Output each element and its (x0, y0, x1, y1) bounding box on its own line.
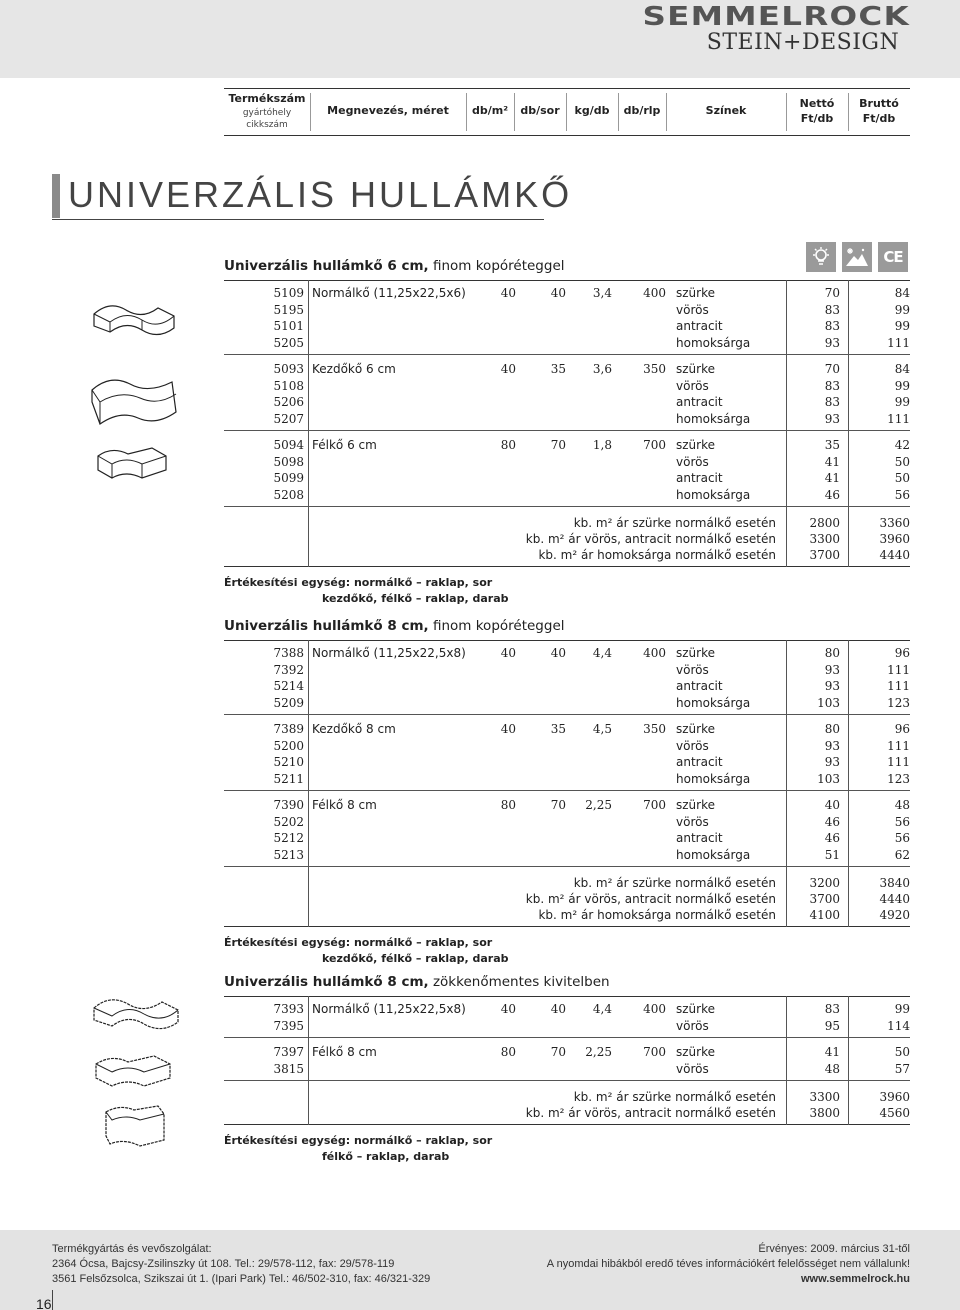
ce-mark-icon (878, 242, 908, 272)
product-code: 5195 (273, 302, 304, 317)
m2-price-label: kb. m² ár szürke normálkő esetén (573, 516, 776, 530)
weight-per-piece: 4,4 (592, 1002, 612, 1016)
section-frame (224, 640, 910, 927)
pieces-per-m2: 40 (500, 362, 516, 376)
net-price: 93 (824, 679, 840, 693)
net-price: 93 (824, 662, 840, 677)
pieces-per-m2: 40 (500, 646, 516, 660)
section-title-bold: Univerzális hullámkő 6 cm, (224, 258, 429, 274)
seamless-starter-stone-drawing (100, 1100, 170, 1152)
pieces-per-m2: 40 (500, 1002, 516, 1016)
header-brutto-unit: Ft/db (862, 111, 896, 125)
product-name: Kezdőkő 6 cm (312, 362, 396, 376)
column-rule (308, 280, 309, 567)
weight-per-piece: 4,5 (592, 722, 612, 736)
m2-price-label: kb. m² ár vörös, antracit normálkő esetén (525, 892, 776, 906)
net-price: 46 (824, 814, 840, 829)
gross-price: 56 (894, 814, 910, 829)
deicing-salt-icon (842, 242, 872, 272)
column-rule (848, 640, 849, 927)
net-price: 35 (824, 438, 840, 452)
selling-unit-line: félkő – raklap, darab (322, 1150, 450, 1163)
m2-net-price: 4100 (809, 908, 840, 922)
weight-per-piece: 3,4 (592, 286, 612, 300)
gross-price: 62 (894, 847, 910, 862)
column-rule (848, 280, 849, 567)
net-price: 51 (824, 847, 840, 862)
column-rule (308, 640, 309, 927)
net-price: 93 (824, 755, 840, 769)
product-code: 5200 (273, 738, 304, 753)
pieces-per-row: 35 (550, 362, 566, 376)
column-rule (848, 996, 849, 1125)
color-name: vörös (676, 738, 709, 753)
color-name: vörös (676, 814, 709, 829)
seamless-half-stone-drawing (90, 1048, 180, 1098)
product-code: 5208 (273, 487, 304, 502)
logo-sub-text: STEIN+DESIGN (706, 30, 900, 55)
color-name: szürke (676, 438, 715, 452)
net-price: 83 (824, 395, 840, 409)
product-code: 5211 (273, 771, 304, 786)
product-code: 7393 (273, 1002, 304, 1016)
product-code: 5206 (273, 395, 304, 409)
header-dbm2-label: db/m² (471, 104, 509, 118)
starter-stone-drawing (86, 368, 182, 438)
color-name: homoksárga (676, 847, 751, 862)
net-price: 48 (824, 1061, 840, 1076)
gross-price: 96 (894, 646, 910, 660)
column-rule (786, 640, 787, 927)
section-title (224, 258, 565, 274)
gross-price: 56 (894, 487, 910, 502)
m2-gross-price: 4440 (879, 892, 910, 906)
section-title-rest: finom kopóréteggel (428, 258, 565, 274)
footer-left-line: 2364 Ócsa, Bajcsy-Zsilinszky út 108. Tel.: 29/578-112, fax: 29/578-119 (52, 1258, 395, 1270)
m2-net-price: 3700 (809, 548, 840, 562)
m2-price-label: kb. m² ár vörös, antracit normálkő esetén (525, 1106, 776, 1120)
footer-right-line: A nyomdai hibákból eredő téves információkért felelősséget nem vállalunk! (546, 1258, 910, 1270)
product-code: 5094 (273, 438, 304, 452)
net-price: 40 (824, 798, 840, 812)
pieces-per-pallet: 700 (643, 1045, 666, 1059)
gross-price: 99 (894, 395, 910, 409)
header-code (224, 89, 310, 134)
m2-gross-price: 4440 (879, 548, 910, 562)
section-title-bold: Univerzális hullámkő 8 cm, (224, 618, 429, 634)
m2-net-price: 2800 (809, 516, 840, 530)
product-code: 5202 (273, 814, 304, 829)
header-dbm2 (466, 89, 514, 134)
page-number: 16 (36, 1296, 52, 1310)
product-code: 5207 (273, 411, 304, 426)
pieces-per-row: 35 (550, 722, 566, 736)
product-name: Kezdőkő 8 cm (312, 722, 396, 736)
net-price: 70 (824, 362, 840, 376)
header-code-sub: gyártóhely cikkszám (242, 107, 292, 130)
color-name: szürke (676, 722, 715, 736)
product-code: 5098 (273, 454, 304, 469)
gross-price: 56 (894, 831, 910, 845)
color-name: homoksárga (676, 411, 751, 426)
gross-price: 123 (887, 695, 910, 710)
m2-price-label: kb. m² ár szürke normálkő esetén (573, 876, 776, 890)
color-name: vörös (676, 454, 709, 469)
top-bar (0, 0, 960, 78)
color-name: szürke (676, 286, 715, 300)
m2-net-price: 3200 (809, 876, 840, 890)
color-name: homoksárga (676, 335, 751, 350)
pieces-per-pallet: 400 (643, 1002, 666, 1016)
header-name (310, 89, 466, 134)
header-netto-unit: Ft/db (800, 111, 834, 125)
gross-price: 84 (894, 362, 910, 376)
gross-price: 99 (894, 1002, 910, 1016)
m2-net-price: 3300 (809, 532, 840, 546)
m2-gross-price: 3360 (879, 516, 910, 530)
header-dbsor (514, 89, 566, 134)
color-name: vörös (676, 302, 709, 317)
column-header (224, 88, 910, 136)
section-title (224, 974, 610, 990)
net-price: 103 (817, 695, 840, 710)
footer-left-line: 3561 Felsőzsolca, Szikszai út 1. (Ipari Park) Tel.: 46/502-310, fax: 46/321-329 (52, 1273, 431, 1285)
m2-gross-price: 3840 (879, 876, 910, 890)
net-price: 46 (824, 487, 840, 502)
header-colors-label: Színek (705, 104, 747, 118)
m2-gross-price: 3960 (879, 532, 910, 546)
weight-per-piece: 1,8 (592, 438, 612, 452)
column-rule (308, 996, 309, 1125)
product-code: 5210 (273, 755, 304, 769)
weight-per-piece: 2,25 (585, 798, 612, 812)
m2-price-label: kb. m² ár homoksárga normálkő esetén (538, 548, 776, 562)
normal-stone-drawing (86, 296, 182, 346)
frost-icon (806, 242, 836, 272)
footer-validity (547, 1242, 910, 1287)
header-name-label: Megnevezés, méret (327, 104, 449, 118)
ce-mark-glyph: CE (883, 248, 903, 266)
product-code: 7395 (273, 1018, 304, 1033)
net-price: 93 (824, 335, 840, 350)
product-name: Félkő 8 cm (312, 798, 377, 812)
selling-unit-line: Értékesítési egység: normálkő – raklap, sor (224, 936, 493, 949)
gross-price: 99 (894, 378, 910, 393)
gross-price: 123 (887, 771, 910, 786)
product-code: 5101 (273, 319, 304, 333)
color-name: homoksárga (676, 487, 751, 502)
net-price: 83 (824, 319, 840, 333)
color-name: antracit (676, 319, 723, 333)
gross-price: 111 (887, 335, 910, 350)
pieces-per-row: 70 (550, 798, 566, 812)
selling-unit-line: kezdőkő, félkő – raklap, darab (322, 592, 509, 605)
product-code: 5205 (273, 335, 304, 350)
weight-per-piece: 3,6 (592, 362, 612, 376)
color-name: homoksárga (676, 771, 751, 786)
product-name: Félkő 8 cm (312, 1045, 377, 1059)
product-code: 7392 (273, 662, 304, 677)
footer-address (52, 1242, 430, 1287)
color-name: antracit (676, 831, 723, 845)
gross-price: 111 (887, 755, 910, 769)
pieces-per-pallet: 400 (643, 286, 666, 300)
seamless-normal-stone-drawing (86, 990, 186, 1040)
product-code: 5093 (273, 362, 304, 376)
color-name: vörös (676, 378, 709, 393)
section-title-rest: finom kopóréteggel (428, 618, 565, 634)
header-dbrlp (618, 89, 666, 134)
net-price: 95 (824, 1018, 840, 1033)
color-name: vörös (676, 1061, 709, 1076)
pieces-per-m2: 80 (500, 1045, 516, 1059)
page-title-block (52, 172, 573, 220)
color-name: szürke (676, 646, 715, 660)
weight-per-piece: 2,25 (585, 1045, 612, 1059)
gross-price: 48 (894, 798, 910, 812)
gross-price: 42 (894, 438, 910, 452)
net-price: 70 (824, 286, 840, 300)
pieces-per-m2: 80 (500, 438, 516, 452)
section-title (224, 618, 565, 634)
pieces-per-row: 40 (550, 646, 566, 660)
gross-price: 84 (894, 286, 910, 300)
product-code: 5109 (273, 286, 304, 300)
product-code: 5214 (273, 679, 304, 693)
footer-right-line: Érvényes: 2009. március 31-től (758, 1243, 910, 1255)
product-code: 3815 (273, 1061, 304, 1076)
color-name: antracit (676, 679, 723, 693)
header-code-label: Termékszám (228, 91, 306, 105)
color-name: antracit (676, 755, 723, 769)
product-code: 7389 (273, 722, 304, 736)
header-brutto (848, 89, 910, 134)
pieces-per-pallet: 700 (643, 438, 666, 452)
m2-gross-price: 4920 (879, 908, 910, 922)
pieces-per-pallet: 400 (643, 646, 666, 660)
net-price: 80 (824, 722, 840, 736)
header-colors (666, 89, 786, 134)
product-code: 7390 (273, 798, 304, 812)
footer-left-line: Termékgyártás és vevőszolgálat: (52, 1243, 212, 1255)
header-dbsor-label: db/sor (520, 104, 560, 118)
product-code: 5213 (273, 847, 304, 862)
net-price: 46 (824, 831, 840, 845)
color-name: szürke (676, 798, 715, 812)
net-price: 80 (824, 646, 840, 660)
gross-price: 50 (894, 471, 910, 485)
m2-gross-price: 3960 (879, 1090, 910, 1104)
gross-price: 57 (894, 1061, 910, 1076)
gross-price: 111 (887, 662, 910, 677)
half-stone-drawing (92, 440, 172, 490)
header-dbrlp-label: db/rlp (623, 104, 661, 118)
product-name: Félkő 6 cm (312, 438, 377, 452)
gross-price: 96 (894, 722, 910, 736)
m2-net-price: 3800 (809, 1106, 840, 1120)
m2-price-label: kb. m² ár szürke normálkő esetén (573, 1090, 776, 1104)
m2-price-label: kb. m² ár vörös, antracit normálkő esetén (525, 532, 776, 546)
page-number-divider (52, 1290, 53, 1310)
section-title-rest: zökkenőmentes kivitelben (428, 974, 610, 990)
color-name: antracit (676, 395, 723, 409)
product-code: 5212 (273, 831, 304, 845)
m2-net-price: 3300 (809, 1090, 840, 1104)
net-price: 93 (824, 411, 840, 426)
product-code: 7397 (273, 1045, 304, 1059)
page-title: UNIVERZÁLIS HULLÁMKŐ (68, 174, 573, 215)
net-price: 83 (824, 302, 840, 317)
footer (0, 1230, 960, 1310)
color-name: szürke (676, 362, 715, 376)
pieces-per-pallet: 350 (643, 362, 666, 376)
gross-price: 111 (887, 679, 910, 693)
product-code: 7388 (273, 646, 304, 660)
semmelrock-logo (642, 2, 910, 55)
selling-unit-line: Értékesítési egység: normálkő – raklap, sor (224, 576, 493, 589)
gross-price: 99 (894, 302, 910, 317)
net-price: 41 (824, 454, 840, 469)
gross-price: 99 (894, 319, 910, 333)
gross-price: 114 (887, 1018, 910, 1033)
net-price: 41 (824, 1045, 840, 1059)
pieces-per-row: 40 (550, 1002, 566, 1016)
color-name: homoksárga (676, 695, 751, 710)
logo-main-text: SEMMELROCK (642, 2, 910, 32)
product-name: Normálkő (11,25x22,5x6) (312, 286, 466, 300)
pieces-per-pallet: 700 (643, 798, 666, 812)
selling-unit-line: Értékesítési egység: normálkő – raklap, sor (224, 1134, 493, 1147)
gross-price: 50 (894, 454, 910, 469)
m2-price-label: kb. m² ár homoksárga normálkő esetén (538, 908, 776, 922)
header-kgdb-label: kg/db (574, 104, 610, 118)
pieces-per-row: 70 (550, 438, 566, 452)
column-rule (786, 996, 787, 1125)
column-rule (786, 280, 787, 567)
gross-price: 50 (894, 1045, 910, 1059)
pieces-per-row: 70 (550, 1045, 566, 1059)
net-price: 41 (824, 471, 840, 485)
product-name: Normálkő (11,25x22,5x8) (312, 1002, 466, 1016)
footer-website-link[interactable]: www.semmelrock.hu (800, 1273, 910, 1285)
net-price: 103 (817, 771, 840, 786)
m2-net-price: 3700 (809, 892, 840, 906)
section-title-bold: Univerzális hullámkő 8 cm, (224, 974, 429, 990)
m2-gross-price: 4560 (879, 1106, 910, 1120)
pieces-per-m2: 40 (500, 286, 516, 300)
selling-unit-line: kezdőkő, félkő – raklap, darab (322, 952, 509, 965)
product-code: 5108 (273, 378, 304, 393)
section-frame (224, 280, 910, 567)
color-name: antracit (676, 471, 723, 485)
header-netto-label: Nettó (799, 96, 835, 110)
header-brutto-label: Bruttó (859, 96, 899, 110)
title-accent-bar (52, 174, 60, 218)
net-price: 93 (824, 738, 840, 753)
product-name: Normálkő (11,25x22,5x8) (312, 646, 466, 660)
pieces-per-m2: 80 (500, 798, 516, 812)
section-frame (224, 996, 910, 1125)
product-code: 5209 (273, 695, 304, 710)
color-name: vörös (676, 1018, 709, 1033)
color-name: vörös (676, 662, 709, 677)
gross-price: 111 (887, 738, 910, 753)
header-netto (786, 89, 848, 134)
product-code: 5099 (273, 471, 304, 485)
color-name: szürke (676, 1002, 715, 1016)
pieces-per-pallet: 350 (643, 722, 666, 736)
net-price: 83 (824, 378, 840, 393)
gross-price: 111 (887, 411, 910, 426)
pieces-per-row: 40 (550, 286, 566, 300)
color-name: szürke (676, 1045, 715, 1059)
net-price: 83 (824, 1002, 840, 1016)
pieces-per-m2: 40 (500, 722, 516, 736)
header-kgdb (566, 89, 618, 134)
weight-per-piece: 4,4 (592, 646, 612, 660)
